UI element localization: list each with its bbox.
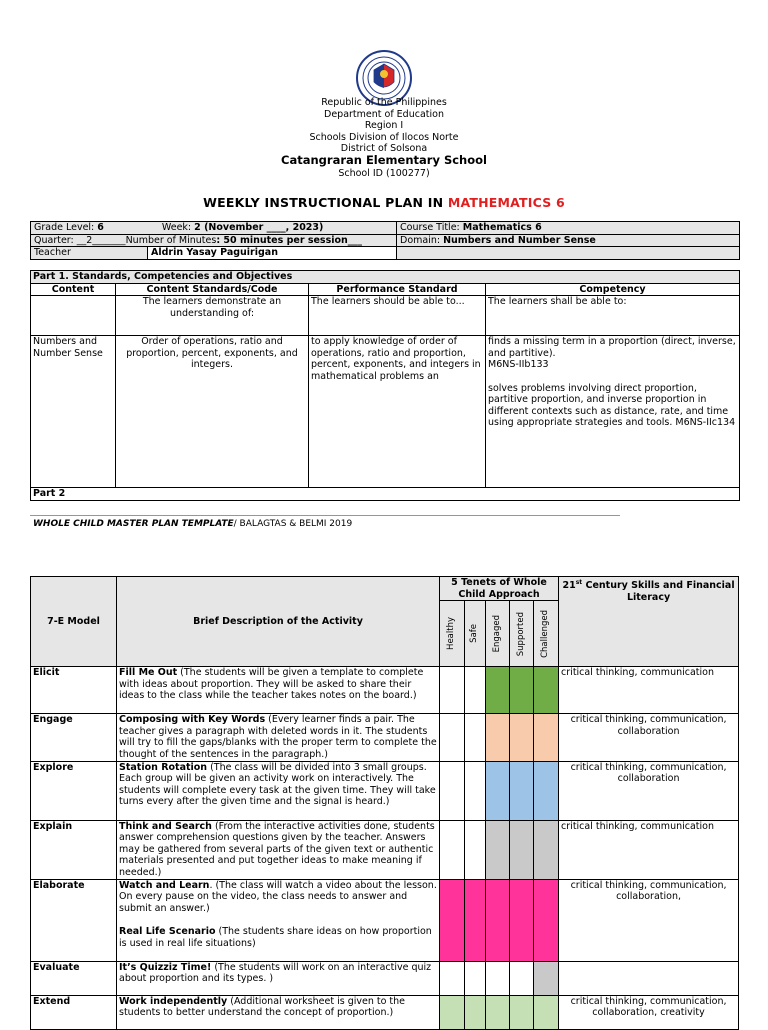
tenet-challenged: Challenged — [534, 601, 559, 667]
activity-description: Watch and Learn. (The class will watch a video about the lesson. On every pause on the video, the class needs to answer and submit an answer.) Real Life Scenario (The students share ideas on how proportion is used in real life situations) — [117, 879, 440, 961]
phase-label: Explain — [31, 820, 117, 879]
tenet-cell — [440, 879, 465, 961]
activity-description: Work independently (Additional worksheet is given to the students to better understand the concept of proportion.) — [117, 995, 440, 1029]
col-description: Brief Description of the Activity — [117, 577, 440, 667]
phase-label: Evaluate — [31, 961, 117, 995]
skills-cell: critical thinking, communication, collaboration, creativity — [559, 995, 739, 1029]
col-7e-model: 7-E Model — [31, 577, 117, 667]
part1-heading: Part 1. Standards, Competencies and Objectives — [31, 271, 740, 284]
tenet-cell — [510, 820, 534, 879]
table-row — [31, 667, 739, 714]
part2-heading: Part 2 — [31, 488, 740, 501]
tenet-cell — [486, 667, 510, 714]
skills-cell: critical thinking, communication, collaboration — [559, 761, 739, 820]
tenet-healthy: Healthy — [440, 601, 465, 667]
tenet-cell — [465, 961, 486, 995]
tenet-cell — [486, 961, 510, 995]
col-performance-standard: Performance Standard — [309, 283, 486, 296]
competency-value: finds a missing term in a proportion (direct, inverse, and partitive). M6NS-IIb133 solves problems involving direct proportion, partitive proportion, and inverse proportion in different contexts such as distance, rate, and time using appropriate strategies and tools. M6NS-IIc134 — [486, 336, 740, 488]
tenet-cell — [465, 714, 486, 761]
header-line: Schools Division of Ilocos Norte — [309, 131, 459, 143]
tenet-cell — [465, 667, 486, 714]
header-line: District of Solsona — [340, 143, 428, 155]
col-competency: Competency — [486, 283, 740, 296]
skills-cell: critical thinking, communication — [559, 667, 739, 714]
table-row — [31, 761, 739, 820]
title-main: WEEKLY INSTRUCTIONAL PLAN IN — [203, 195, 448, 210]
tenet-cell — [510, 961, 534, 995]
title-subject: MATHEMATICS 6 — [447, 195, 565, 210]
school-id: School ID (100277) — [338, 167, 430, 179]
standards-table — [30, 270, 740, 501]
divider — [30, 515, 620, 516]
tenet-cell — [534, 667, 559, 714]
content-value: Numbers and Number Sense — [31, 336, 116, 488]
tenet-cell — [440, 667, 465, 714]
tenet-cell — [440, 961, 465, 995]
activity-description: Fill Me Out (The students will be given a template to complete with ideas about proportion. They will be asked to share their ideas to the class while the teacher takes notes on the board.) — [117, 667, 440, 714]
activity-plan-table — [30, 576, 739, 1030]
tenet-cell — [440, 761, 465, 820]
activity-description: Think and Search (From the interactive activities done, students answer comprehension questions given by the teacher. Answers may be gathered from several parts of the given text or authentic materials presented and put together ideas to make meaning if needed.) — [117, 820, 440, 879]
tenet-safe: Safe — [465, 601, 486, 667]
course-title-cell: Course Title: Mathematics 6 — [397, 222, 740, 235]
intro-content — [31, 296, 116, 336]
quarter-minutes-cell: Quarter: __2_______Number of Minutes: 50 minutes per session___ — [31, 234, 397, 247]
school-name: Catangraran Elementary School — [281, 152, 487, 167]
tenet-cell — [486, 820, 510, 879]
col-skills: 21st Century Skills and Financial Literacy — [559, 577, 739, 667]
intro-content-standards: The learners demonstrate an understanding of: — [116, 296, 309, 336]
phase-label: Elaborate — [31, 879, 117, 961]
phase-label: Elicit — [31, 667, 117, 714]
tenet-cell — [486, 761, 510, 820]
intro-competency: The learners shall be able to: — [486, 296, 740, 336]
tenet-cell — [534, 761, 559, 820]
table-row — [31, 879, 739, 961]
grade-week-cell: Grade Level: 6 Week: 2 (November ____, 2023) — [31, 222, 397, 235]
skills-cell: critical thinking, communication, collaboration, — [559, 879, 739, 961]
skills-cell — [559, 961, 739, 995]
skills-cell: critical thinking, communication, collaboration — [559, 714, 739, 761]
tenet-cell — [534, 714, 559, 761]
tenet-cell — [486, 714, 510, 761]
tenet-cell — [465, 879, 486, 961]
phase-label: Extend — [31, 995, 117, 1029]
tenet-cell — [534, 961, 559, 995]
phase-label: Explore — [31, 761, 117, 820]
intro-performance: The learners should be able to... — [309, 296, 486, 336]
activity-description: It’s Quizziz Time! (The students will work on an interactive quiz about proportion and its types. ) — [117, 961, 440, 995]
tenet-cell — [510, 761, 534, 820]
tenet-cell — [465, 761, 486, 820]
header-line: Republic of the Philippines — [321, 97, 447, 108]
header-line: Department of Education — [324, 108, 444, 120]
tenet-cell — [465, 820, 486, 879]
tenet-cell — [486, 879, 510, 961]
tenet-engaged: Engaged — [486, 601, 510, 667]
tenet-cell — [534, 879, 559, 961]
col-tenets: 5 Tenets of Whole Child Approach — [440, 577, 559, 601]
skills-cell: critical thinking, communication — [559, 820, 739, 879]
teacher-cell: Teacher Aldrin Yasay Paguirigan — [31, 247, 397, 260]
tenet-cell — [510, 879, 534, 961]
header-line: Region I — [364, 120, 404, 132]
template-note: WHOLE CHILD MASTER PLAN TEMPLATE/ BALAGTAS & BELMI 2019 — [33, 519, 353, 529]
tenet-cell — [510, 714, 534, 761]
tenet-supported: Supported — [510, 601, 534, 667]
activity-description: Composing with Key Words (Every learner finds a pair. The teacher gives a paragraph with deleted words in it. The students will try to fill the gaps/blanks with the proper term to complete the thought of the sentences in the paragraph.) — [117, 714, 440, 761]
table-row — [31, 961, 739, 995]
info-table — [30, 221, 740, 260]
col-content-standards: Content Standards/Code — [116, 283, 309, 296]
performance-value: to apply knowledge of order of operations, ratio and proportion, percent, exponents, and integers in mathematical problems an — [309, 336, 486, 488]
col-content: Content — [31, 283, 116, 296]
tenet-cell — [510, 667, 534, 714]
phase-label: Engage — [31, 714, 117, 761]
tenet-cell — [440, 820, 465, 879]
table-row — [31, 820, 739, 879]
tenet-cell — [440, 714, 465, 761]
domain-cell: Domain: Numbers and Number Sense — [397, 234, 740, 247]
table-row — [31, 714, 739, 761]
info-empty-cell — [397, 247, 740, 260]
content-standard-value: Order of operations, ratio and proportion, percent, exponents, and integers. — [116, 336, 309, 488]
tenet-cell — [534, 820, 559, 879]
page-title — [0, 195, 768, 210]
activity-description: Station Rotation (The class will be divided into 3 small groups. Each group will be given an activity work on interactively. The students will complete every task at the given time. They will take turns every after the given time and the signal is heard.) — [117, 761, 440, 820]
